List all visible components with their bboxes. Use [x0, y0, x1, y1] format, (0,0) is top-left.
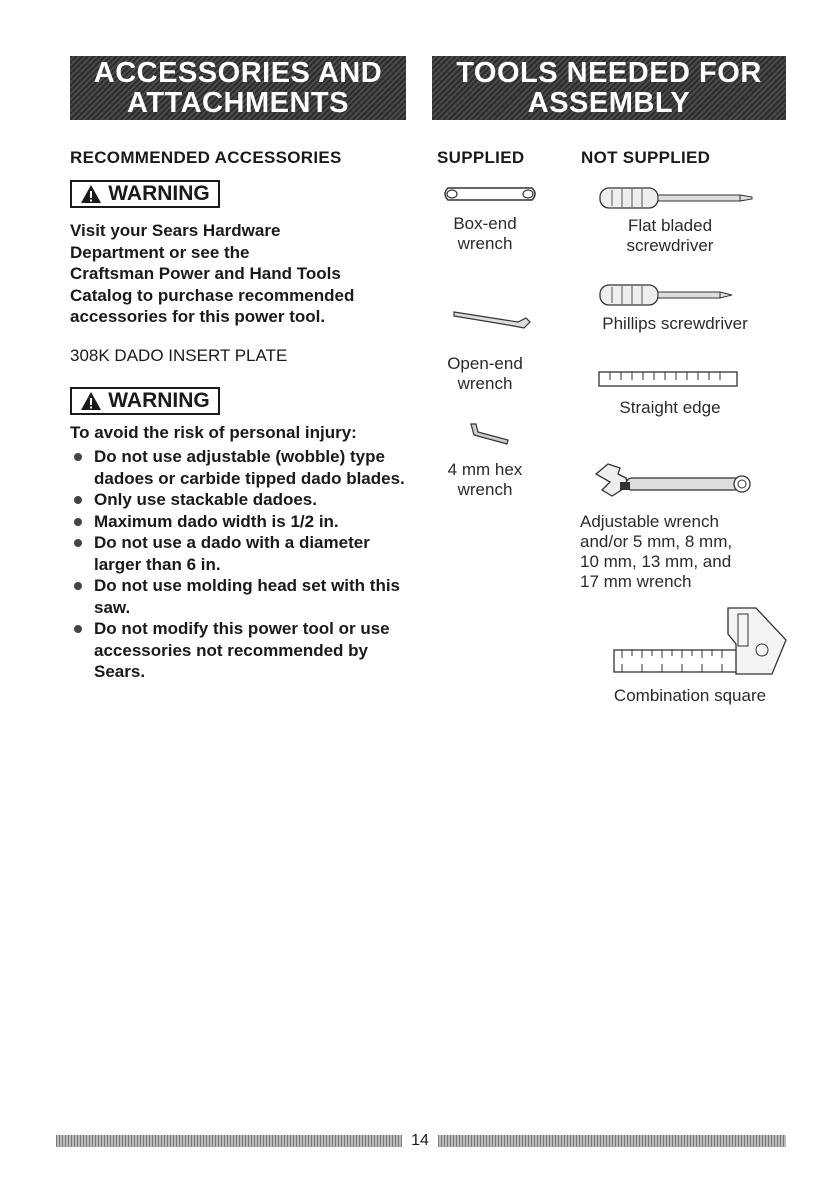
box-end-wrench-label: [430, 214, 540, 254]
tools-needed-banner: [432, 56, 786, 120]
bullet-text: Do not use adjustable (wobble) type dadoes or carbide tipped dado blades.: [94, 447, 405, 488]
safety-bullet-list: [70, 446, 410, 683]
bullet-text: Only use stackable dadoes.: [94, 490, 317, 509]
banner-line: ATTACHMENTS: [127, 87, 349, 119]
label-line: 10 mm, 13 mm, and: [580, 552, 732, 571]
hex-wrench-icon: [468, 422, 510, 446]
paragraph-line: accessories for this power tool.: [70, 307, 326, 326]
bullet-item: [70, 489, 410, 511]
phillips-screwdriver-label: [570, 314, 780, 334]
label-line: screwdriver: [626, 236, 714, 255]
straight-edge-icon: [598, 371, 738, 387]
bullet-item: [70, 575, 410, 618]
banner-line: TOOLS NEEDED FOR: [456, 57, 762, 89]
recommended-accessories-heading: RECOMMENDED ACCESSORIES: [70, 148, 342, 167]
risk-intro: To avoid the risk of personal injury:: [70, 423, 357, 442]
accessories-banner: [70, 56, 406, 120]
banner-line: ACCESSORIES AND: [93, 57, 383, 89]
bullet-item: [70, 532, 410, 575]
paragraph-line: Department or see the: [70, 242, 250, 262]
phillips-screwdriver-icon: [598, 283, 734, 307]
label-line: and/or 5 mm, 8 mm,: [580, 532, 733, 551]
label-line: wrench: [457, 374, 513, 393]
warning-triangle-icon: [80, 184, 102, 204]
label-line: Open-end: [447, 354, 523, 373]
bullet-dot-icon: [74, 625, 82, 633]
warning-box-2: [70, 387, 220, 415]
bullet-item: [70, 618, 410, 683]
bullet-text: Do not modify this power tool or use accessories not recommended by Sears.: [94, 619, 390, 681]
bullet-dot-icon: [74, 518, 82, 526]
label-line: wrench: [457, 480, 513, 499]
paragraph-line: Craftsman Power and Hand Tools: [70, 264, 341, 283]
bullet-dot-icon: [74, 453, 82, 461]
banner-line: ASSEMBLY: [527, 87, 691, 119]
not-supplied-heading: NOT SUPPLIED: [581, 148, 711, 167]
warning-label: WARNING: [108, 389, 210, 412]
flat-screwdriver-icon: [598, 186, 754, 210]
footer-bar-left: [56, 1135, 402, 1147]
dado-insert-plate: 308K DADO INSERT PLATE: [70, 346, 288, 365]
adjustable-wrench-icon: [592, 460, 760, 500]
combination-square-icon: [612, 604, 790, 676]
label-line: 4 mm hex: [447, 460, 523, 479]
label-line: Flat bladed: [627, 216, 713, 235]
label-line: Box-end: [453, 214, 517, 233]
label-line: Phillips screwdriver: [602, 314, 748, 333]
visit-sears-paragraph: [70, 220, 410, 328]
bullet-item: [70, 446, 410, 489]
label-line: Adjustable wrench: [580, 512, 719, 531]
straight-edge-label: [570, 398, 770, 418]
flat-screwdriver-label: [570, 216, 770, 256]
bullet-text: Do not use a dado with a diameter larger than 6 in.: [94, 533, 370, 574]
combination-square-label: [580, 686, 800, 706]
bullet-dot-icon: [74, 582, 82, 590]
paragraph-line: Visit your Sears Hardware: [70, 221, 281, 240]
label-line: 17 mm wrench: [580, 572, 692, 591]
adjustable-wrench-label: [580, 512, 800, 592]
label-line: wrench: [457, 234, 513, 253]
bullet-item: [70, 511, 410, 533]
bullet-text: Maximum dado width is 1/2 in.: [94, 511, 339, 531]
warning-triangle-icon: [80, 391, 102, 411]
paragraph-line: Catalog to purchase recommended: [70, 285, 355, 305]
label-line: Straight edge: [619, 398, 721, 417]
warning-label: WARNING: [108, 182, 210, 205]
label-line: Combination square: [613, 686, 767, 705]
bullet-dot-icon: [74, 539, 82, 547]
open-end-wrench-icon: [452, 308, 532, 330]
bullet-text: Do not use molding head set with this saw.: [94, 576, 401, 617]
bullet-dot-icon: [74, 496, 82, 504]
warning-box: [70, 180, 220, 208]
hex-wrench-label: [430, 460, 540, 500]
box-end-wrench-icon: [440, 184, 540, 204]
page-number: 14: [411, 1132, 429, 1149]
supplied-heading: SUPPLIED: [437, 148, 525, 167]
open-end-wrench-label: [430, 354, 540, 394]
footer-bar-right: [438, 1135, 786, 1147]
